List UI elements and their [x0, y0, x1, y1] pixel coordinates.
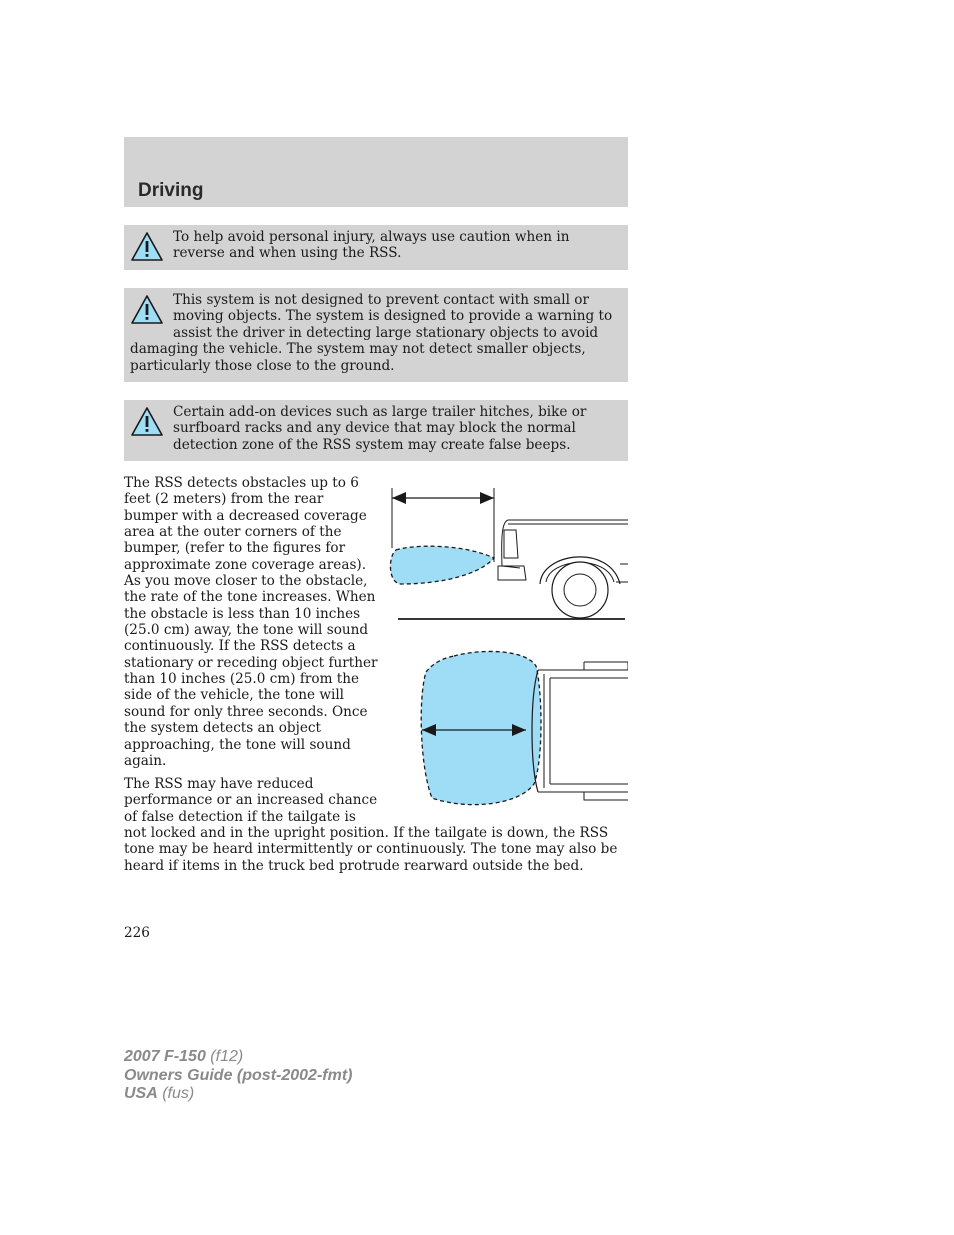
page-number: 226 — [124, 925, 150, 941]
warning-box — [124, 288, 628, 382]
footer-line: Owners Guide (post-2002-fmt) — [124, 1066, 353, 1084]
section-header-band — [124, 137, 628, 207]
footer-line: 2007 F-150 (f12) — [124, 1048, 244, 1065]
warning-text: To help avoid personal injury, always use caution when in reverse and when using the RSS. — [173, 229, 570, 262]
rear-bumper — [498, 566, 526, 580]
body-paragraph: The RSS may have reduced performance or an increased chance of false detection if the tailgate is — [124, 776, 378, 825]
top-view-coverage-figure — [414, 648, 628, 812]
tailgate — [544, 674, 550, 788]
rear-wheel — [552, 562, 608, 618]
warning-triangle-icon — [130, 406, 164, 438]
detection-zone — [421, 651, 541, 804]
warning-box — [124, 225, 628, 270]
warning-text: This system is not designed to prevent contact with small or moving objects. The system is designed to provide a warning to assist the driver in detecting large stationary objects to avoid damaging the vehicle. The system may not detect smaller objects, particularly those close to the ground. — [130, 292, 613, 374]
footer-line: USA (fus) — [124, 1085, 195, 1102]
document-footer — [124, 1048, 352, 1104]
body-paragraph-continued: not locked and in the upright position. If the tailgate is down, the RSS tone may be heard intermittently or continuously. The tone may also be heard if items in the truck bed protrude rearward outside the bed. — [124, 825, 618, 874]
arrow-head-icon — [480, 492, 494, 504]
section-title: Driving — [138, 180, 204, 201]
truck-bed — [550, 678, 628, 784]
warning-text: Certain add-on devices such as large trailer hitches, bike or surfboard racks and any device that may block the normal detection zone of the RSS system may create false beeps. — [173, 404, 587, 453]
side-view-coverage-figure — [384, 478, 628, 624]
detection-zone — [390, 546, 494, 584]
warning-box — [124, 400, 628, 461]
arrow-head-icon — [392, 492, 406, 504]
warning-triangle-icon — [130, 294, 164, 326]
body-paragraph: The RSS detects obstacles up to 6 feet (2 meters) from the rear bumper with a decreased coverage area at the outer corners of the bumper, (refer to the figures for approximate zone coverage areas). As you move closer to the obstacle, the rate of the tone increases. When the obstacle is less than 10 inches (25.0 cm) away, the tone will sound continuously. If the RSS detects a stationary or receding object further than 10 inches (25.0 cm) from the side of the vehicle, the tone will sound for only three seconds. Once the system detects an object approaching, the tone will sound again. — [124, 475, 378, 769]
tail-light — [504, 530, 518, 558]
warning-triangle-icon — [130, 231, 164, 263]
